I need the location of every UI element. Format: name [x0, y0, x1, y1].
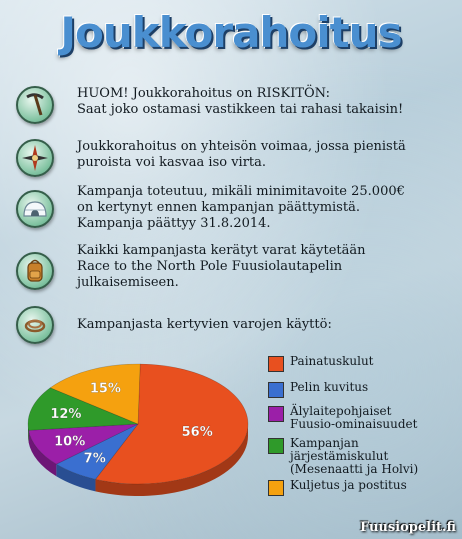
- info-text-usage: Kampanjasta kertyvien varojen käyttö:: [77, 317, 332, 332]
- page-title: Joukkorahoitus: [60, 8, 402, 57]
- legend-label-1: Pelin kuvitus: [290, 380, 369, 394]
- info-text-funds: Kaikki kampanjasta kerätyt varat käytetään Race to the North Pole Fuusiolautapelin julkaisemiseen.: [77, 243, 366, 290]
- info-text-community: Joukkorahoitus on yhteisön voimaa, jossa pienistä puroista voi kasvaa iso virta.: [77, 139, 406, 170]
- legend-label-4: Kuljetus ja postitus: [290, 478, 407, 492]
- igloo-icon: [16, 190, 54, 228]
- pie-label-4: 15%: [89, 381, 121, 397]
- legend-label-2: Älylaitepohjaiset Fuusio-ominaisuudet: [290, 404, 418, 431]
- pickaxe-icon: [16, 86, 54, 124]
- legend-swatch-2: [268, 406, 284, 422]
- funds-pie-chart: [22, 358, 254, 508]
- pie-label-3: 12%: [50, 407, 82, 423]
- legend-label-3: Kampanjan järjestämiskulut (Mesenaatti ja Holvi): [290, 436, 419, 476]
- legend-swatch-3: [268, 438, 284, 454]
- legend-label-0: Painatuskulut: [290, 354, 374, 368]
- pie-label-1: 7%: [83, 451, 106, 467]
- rope-icon: [16, 306, 54, 344]
- backpack-icon: [16, 252, 54, 290]
- legend-swatch-1: [268, 382, 284, 398]
- footer-site-name: Fuusiopelit.fi: [359, 520, 456, 535]
- legend-swatch-4: [268, 480, 284, 496]
- legend-swatch-0: [268, 356, 284, 372]
- pie-label-0: 56%: [181, 424, 213, 440]
- pie-label-2: 10%: [54, 434, 86, 450]
- info-text-campaign: Kampanja toteutuu, mikäli minimitavoite 25.000€ on kertynyt ennen kampanjan päättymistä. Kampanja päättyy 31.8.2014.: [77, 184, 405, 231]
- compass-rose-icon: [16, 139, 54, 177]
- info-text-riskless: HUOM! Joukkorahoitus on RISKITÖN: Saat joko ostamasi vastikkeen tai rahasi takaisin!: [77, 86, 404, 117]
